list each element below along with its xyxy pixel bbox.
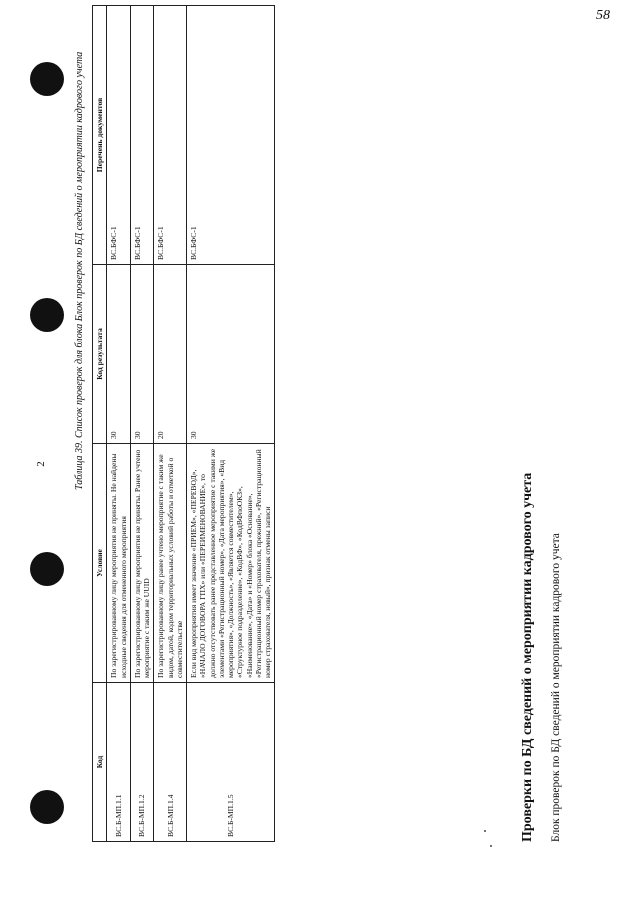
punch-hole-top [30,62,64,96]
cell-condition: По зарегистрированному лицу мероприятия не приняты. Ранее учтено мероприятие с таким же UUID [130,444,154,683]
table-header-row [93,6,107,842]
cell-code: ВС.Б-МП.1.1 [107,683,131,842]
cell-condition: По зарегистрированному лицу ранее учтено мероприятие с таким же видом, датой, кодом территориальных условий работы и отметкой о совместительстве [154,444,187,683]
cell-documents: ВС.БФС-1 [107,6,131,265]
table-row [187,6,275,842]
section-subtitle: Блок проверок по БД сведений о мероприятии кадрового учета [550,533,562,842]
punch-hole-upper-middle [30,298,64,332]
handwritten-page-number: 58 [596,8,610,23]
cell-condition: Если вид мероприятия имеет значение «ПРИЕМ», «ПЕРЕВОД», «НАЧАЛО ДОГОВОРА ГПХ» или «ПЕРЕИМЕНОВАНИЕ», то должно отсутствовать ранее представленное мероприятие с такими же элементами «Регистрационный номер», «Дата мероприятия», «Вид мероприятия», «Должность», «Является совместителем», «Структурное подразделение», «КодВФ», «КодВФпоОКЗ», «Наименование», «Дата» и «Номер» блока «Основание», «Регистрационный номер страхователя, прежний», «Регистрационный номер страхователя, новый», признак отмены записи [187,444,275,683]
punch-hole-lower-middle [30,552,64,586]
cell-result: 30 [130,265,154,444]
header-code: Код [93,683,107,842]
cell-code: ВС.Б-МП.1.2 [130,683,154,842]
table-row [154,6,187,842]
cell-code: ВС.Б-МП.1.4 [154,683,187,842]
table-row [107,6,131,842]
cell-documents: ВС.БФС-1 [187,6,275,265]
checks-table [92,5,275,842]
page-number: 2 [34,461,47,467]
punch-hole-bottom [30,790,64,824]
header-documents: Перечень документов [93,6,107,265]
rotated-page-content [60,40,620,860]
header-result: Код результата [93,265,107,444]
cell-documents: ВС.БФС-1 [154,6,187,265]
table-caption: Таблица 39. Список проверок для блока Блок проверок по БД сведений о мероприятии кадрового учета [74,51,85,490]
cell-result: 30 [187,265,275,444]
cell-result: 30 [107,265,131,444]
cell-condition: По зарегистрированному лицу мероприятия не приняты. Не найдены исходные сведения для отмененного мероприятия [107,444,131,683]
cell-result: 20 [154,265,187,444]
section-title: Проверки по БД сведений о мероприятии кадрового учета [520,472,535,842]
header-condition: Условие [93,444,107,683]
table-row [130,6,154,842]
cell-documents: ВС.БФС-1 [130,6,154,265]
cell-code: ВС.Б-МП.1.5 [187,683,275,842]
